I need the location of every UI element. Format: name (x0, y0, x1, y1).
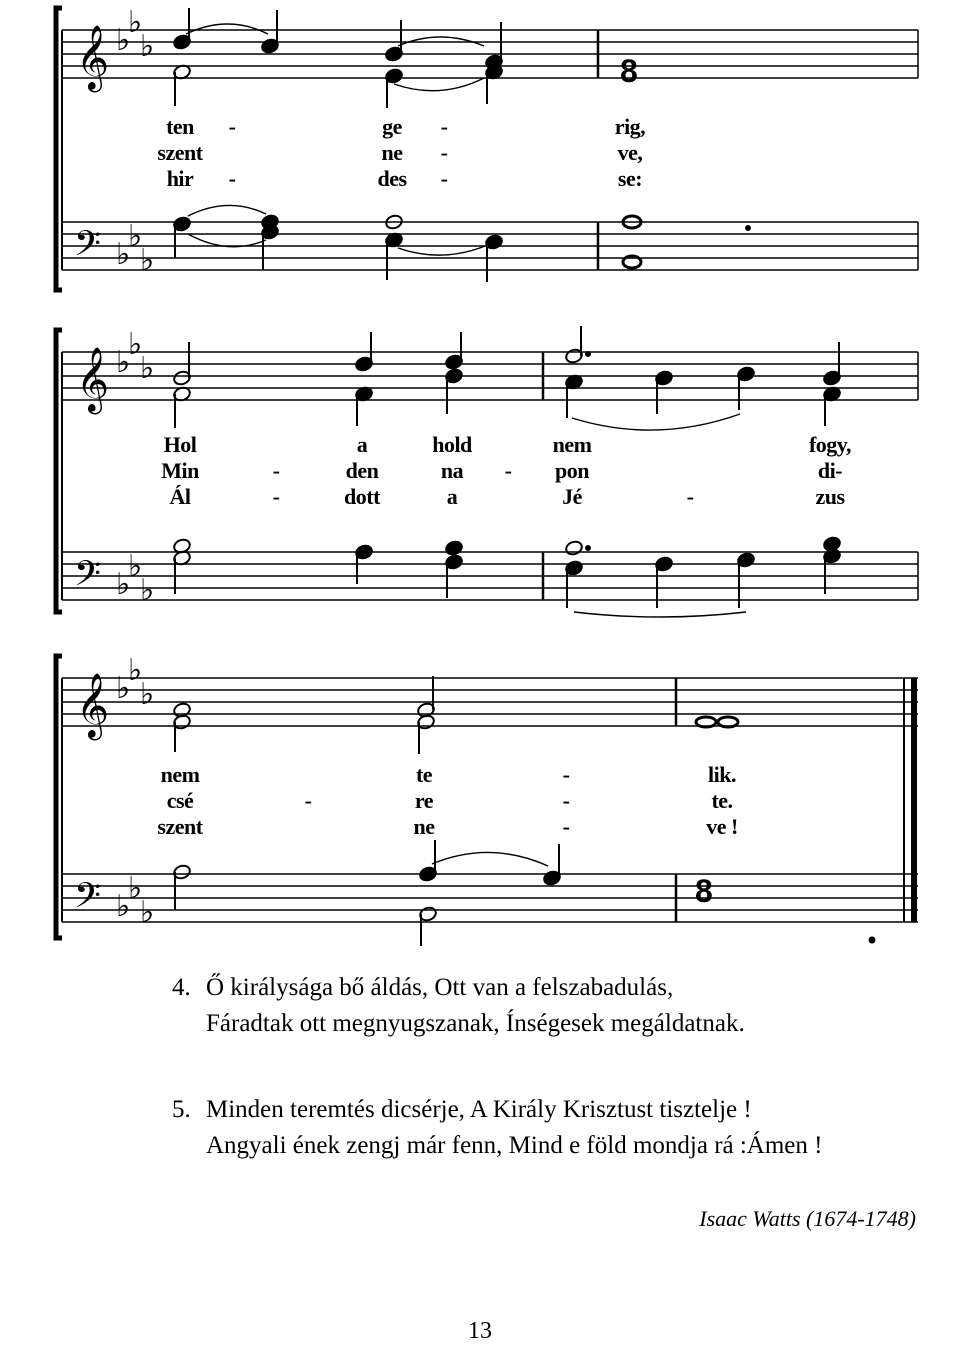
hyphen: - (228, 166, 236, 191)
syllable: dott (344, 484, 380, 509)
syllable: rig, (614, 114, 646, 139)
hyphen: - (440, 114, 448, 139)
svg-text:♭: ♭ (116, 345, 131, 380)
bass-notes (172, 840, 874, 946)
syllable: nem (552, 432, 592, 457)
treble-time-signature: 8 (620, 53, 638, 89)
lyric-line-1 (0, 114, 960, 140)
syllable: Ál (169, 484, 191, 509)
syllable: csé (166, 788, 194, 813)
syllable: Jé (562, 484, 582, 509)
treble-notes (172, 326, 841, 430)
syllable: Hol (163, 432, 197, 457)
lyric-line-3 (0, 814, 960, 840)
lyric-line-2 (0, 788, 960, 814)
syllable: ne (413, 814, 435, 839)
bass-clef-icon: 𝄢 (74, 875, 102, 924)
syllable: szent (157, 814, 203, 839)
verse-line-2: Fáradtak ott megnyugszanak, Ínségesek megáldatnak. (206, 1010, 745, 1037)
syllable: ten (166, 114, 194, 139)
svg-text:♭: ♭ (140, 351, 155, 386)
svg-text:♭: ♭ (128, 219, 143, 254)
hyphen: - (686, 484, 694, 509)
svg-text:♭: ♭ (128, 549, 143, 584)
svg-text:♭: ♭ (116, 23, 131, 58)
treble-notes (172, 676, 738, 754)
verse-line-1: Minden teremtés dicsérje, A Király Krisztust tisztelje ! (206, 1096, 752, 1123)
hyphen: - (504, 458, 512, 483)
music-system-2 (0, 322, 960, 622)
syllable: te (415, 762, 433, 787)
lyric-line-2 (0, 140, 960, 166)
svg-text:♭: ♭ (128, 5, 143, 40)
treble-notes (172, 8, 503, 108)
svg-text:♭: ♭ (140, 29, 155, 64)
author-credit: Isaac Watts (1674-1748) (699, 1206, 916, 1231)
hyphen: - (440, 166, 448, 191)
syllable: szent (157, 140, 203, 165)
syllable: nem (160, 762, 200, 787)
syllable: des (377, 166, 407, 191)
syllable: a (446, 484, 458, 509)
lyric-line-2 (0, 458, 960, 484)
syllable: Min (161, 458, 199, 483)
bass-clef-icon: 𝄢 (74, 553, 102, 602)
verse-4 (172, 974, 745, 1038)
lyric-line-3 (0, 166, 960, 192)
bass-clef-icon: 𝄢 (74, 223, 102, 272)
svg-text:♭: ♭ (128, 871, 143, 906)
syllable: se: (617, 166, 643, 191)
svg-text:♭: ♭ (116, 671, 131, 706)
hyphen: - (272, 484, 280, 509)
hyphen: - (228, 114, 236, 139)
syllable: zus (815, 484, 845, 509)
syllable: den (345, 458, 379, 483)
verse-5 (172, 1096, 822, 1160)
page-number: 13 (468, 1318, 492, 1344)
syllable: di- (817, 458, 843, 483)
lyric-line-1 (0, 762, 960, 788)
svg-text:♭: ♭ (128, 327, 143, 362)
svg-text:♭: ♭ (116, 889, 131, 924)
verse-number: 4. (172, 974, 191, 1001)
syllable: fogy, (808, 432, 852, 457)
svg-text:♭: ♭ (140, 895, 155, 930)
syllable: a (356, 432, 368, 457)
syllable: pon (555, 458, 589, 483)
hyphen: - (272, 458, 280, 483)
syllable: ve, (617, 140, 643, 165)
syllable: ve ! (706, 814, 738, 839)
hyphen: - (562, 788, 570, 813)
syllable: te. (711, 788, 733, 813)
syllable: lik. (708, 762, 736, 787)
syllable: na (440, 458, 464, 483)
syllable: ne (381, 140, 403, 165)
bass-time-signature: 8 (695, 873, 713, 909)
music-system-3 (0, 648, 960, 948)
hyphen: - (440, 140, 448, 165)
svg-text:♭: ♭ (140, 243, 155, 278)
treble-clef-icon: 𝄞 (76, 347, 110, 412)
svg-text:♭: ♭ (116, 567, 131, 602)
lyric-line-3 (0, 484, 960, 510)
syllable: hir (166, 166, 194, 191)
svg-text:♭: ♭ (140, 573, 155, 608)
svg-text:♭: ♭ (128, 653, 143, 688)
hyphen: - (562, 814, 570, 839)
verse-line-2: Angyali ének zengj már fenn, Mind e föld mondja rá :Ámen ! (206, 1132, 823, 1159)
treble-clef-icon: 𝄞 (76, 673, 110, 738)
lyric-line-1 (0, 432, 960, 458)
hyphen: - (562, 762, 570, 787)
syllable: hold (432, 432, 472, 457)
syllable: re (414, 788, 434, 813)
music-system-1 (0, 0, 960, 300)
verse-line-1: Ő királysága bő áldás, Ott van a felszabadulás, (206, 974, 674, 1001)
treble-clef-icon: 𝄞 (76, 25, 110, 90)
verse-number: 5. (172, 1096, 191, 1123)
hyphen: - (304, 788, 312, 813)
syllable: ge (382, 114, 402, 139)
svg-text:♭: ♭ (140, 677, 155, 712)
svg-text:♭: ♭ (116, 237, 131, 272)
